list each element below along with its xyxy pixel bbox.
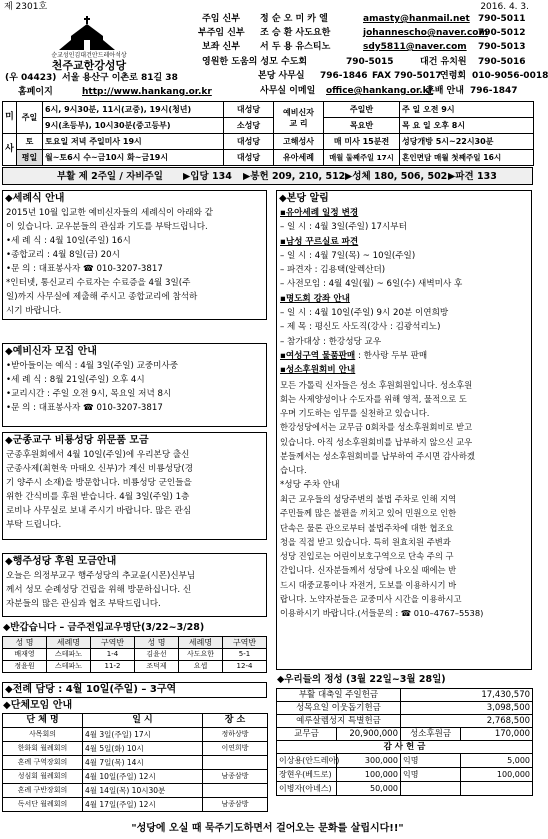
class-time: 목 요 일 오후 8시 [400,118,534,134]
table-row [277,782,533,796]
table-cell: 17,430,570 [401,689,533,702]
parish-logo [14,14,164,72]
table-cell: 이병자(아녜스) [277,782,337,796]
text-line: 모든 가톨릭 신자들은 성소 후원회원입니다. 성소후원 [280,379,473,390]
text-line: – 참가대상 : 한강성당 교우 [280,336,382,347]
text-line: 청을 직접 받고 있습니다. 특히 원효치원 주변과 [280,536,451,547]
text-line: 군종후원회에서 4월 10일(주일)에 우리본당 출신 [6,450,190,460]
table-header: 일 시 [83,714,203,728]
table-row [3,784,268,798]
table-cell: 4월 3일(주일) 17시 [83,728,203,742]
liturgy-duty: ◆전례 담당 : 4월 10일(주일) – 3구역 [5,684,177,695]
notice-heading: ▪명도회 강좌 안내 [280,293,350,304]
table-cell: 100,000 [461,768,533,782]
class-time: 주 일 오전 9시 [400,102,534,118]
issue-date: 2016. 4. 3. [480,2,529,12]
table-cell [461,782,533,796]
mass-side-label: 미 [3,102,17,134]
table-row [3,742,268,756]
office-label: 본당 사무실 [258,71,305,81]
mass-time: 월~토6시 수~금10시 화~금19시 [43,150,224,166]
notice-heading: ▪여성구역 물품판매 [280,350,356,361]
offertory-hymn: ▶봉헌 209, 210, 512 [243,171,346,182]
table-cell: 성심회 월례회의 [3,770,83,784]
monastery-label: 영원한 도움의 성모 수도회 [202,57,308,67]
offering-title: ◆우리들의 정성 (3월 22일~3월 28일) [277,674,446,685]
table-row [277,702,533,715]
text-line: 일)까지 사무실에 제출해 주시고 종합교리에 참석하 [6,292,198,302]
table-cell: 조덕제 [135,661,179,673]
haengju-section [2,553,267,617]
infant-baptism-label: 유아세례 [274,150,324,166]
text-line: – 사전모임 : 4월 4일(월) ~ 6일(수) 새벽미사 후 [280,279,463,290]
section-title: ◆세례식 안내 [5,193,65,204]
table-row [277,768,533,782]
liturgy-sunday: 부활 제 2주일 / 자비주일 [57,171,163,182]
notice-heading: ▪성소후원회비 안내 [280,365,356,376]
wedding-interview: 혼인면담 매월 첫째주일 16시 [400,150,534,166]
text-line: 최근 교우들의 성당주변의 불법 주차로 인해 지역 [280,493,457,504]
table-cell: 300,000 [337,754,401,768]
zip-code: (우 04423) [5,73,57,83]
church-icon [57,14,117,52]
mass-side-label: 사 [3,134,17,166]
text-line: 2015년 10월 입교한 예비신자들의 세례식이 아래와 같 [6,208,213,218]
staff-name: 서 두 용 유스티노 [260,42,331,52]
table-cell: 장현우(베드로) [277,768,337,782]
table-cell: 3,098,500 [401,702,533,715]
table-cell: 2,768,500 [401,715,533,728]
mass-time: 토요일 저녁 주일미사 19시 [43,134,224,150]
funeral-phone: 010-9056-0018 [472,71,548,81]
table-cell: 4월 7일(목) 14시 [83,756,203,770]
mass-place: 소성당 [224,118,274,134]
table-header: 성 명 [135,637,179,649]
wedding-phone: 796-1847 [470,86,518,96]
table-header: 세례명 [179,637,223,649]
table-row [3,649,267,661]
text-line: 주민들께 많은 불편을 끼치고 있어 민원으로 인한 [280,508,457,519]
text-line: – 제 목 : 평신도 사도직(강사 : 김광석리노) [280,322,441,333]
section-title: ◆군종교구 비룡성당 위문품 모금 [5,435,149,446]
table-cell: 50,000 [337,782,401,796]
table-header: 단 체 명 [3,714,83,728]
text-line: – 일 시 : 4월 7일(목) ~ 10일(주일) [280,250,416,261]
text-line: 로비나 사무실로 보내 주시기 바랍니다. 많은 관심 [6,506,192,516]
issue-number: 제 2301호 [4,2,48,12]
table-header: 세례명 [47,637,91,649]
office-phone: 796-1846 [320,71,368,81]
staff-role: 보좌 신부 [202,42,240,52]
fax-label: FAX [372,71,392,81]
table-cell [203,756,268,770]
table-cell: 정윤원 [3,661,47,673]
mass-day: 평일 [17,150,43,166]
text-line: 자분들의 많은 관심과 협조 부탁드립니다. [6,599,161,609]
table-cell: 20,900,000 [337,728,401,741]
groups-table [2,713,268,812]
text-line: 기 양주시 소재)을 방문합니다. 비룡성당 군인들을 [6,478,192,488]
mass-day: 주일 [17,102,43,134]
table-cell: 4월 17일(주일) 12시 [83,798,203,812]
text-line: 군종사제(최현욱 마태오 신부)가 계신 비룡성당(경 [6,464,194,474]
parish-notice-section [276,190,532,670]
text-line: •문 의 : 대표봉사자 ☎ 010-3207-3817 [6,403,163,413]
infant-baptism-time: 매월 둘째주일 17시 [324,150,400,166]
entrance-hymn: ▶입당 134 [183,171,232,182]
mass-day: 토 [17,134,43,150]
table-cell: 혼례 구반장회의 [3,784,83,798]
text-line: •교리시간 : 주일 오전 9시, 목요일 저녁 8시 [6,389,172,399]
staff-email[interactable]: johannescho@naver.com [363,28,488,38]
text-line: 우며 기도하는 임무를 실천하고 있습니다. [280,408,430,419]
class-name: 목요반 [324,118,400,134]
table-cell: 배재영 [3,649,47,661]
staff-email[interactable]: sdy5811@naver.com [363,42,467,52]
table-row [3,728,268,742]
text-line: 랍니다. 노약자분들은 교중미사 시간을 이용하시고 [280,594,462,605]
kindergarten-label: 대건 유치원 [420,57,467,67]
text-line: 시기 바랍니다. [6,306,62,316]
staff-role: 주임 신부 [202,14,240,24]
monastery-phone: 790-5015 [346,57,394,67]
text-line: 께서 성모 순례성당 건립을 위해 방문하십니다. 신 [6,585,192,595]
section-title: ◆행주성당 후원 모금안내 [5,556,117,567]
confession-time: 매 미사 15분전 [324,134,400,150]
text-line: : 한사랑 두부 판매 [355,350,428,361]
table-row [277,715,533,728]
text-line: •문 의 : 대표봉사자 ☎ 010-3207-3817 [6,264,163,274]
staff-email[interactable]: amasty@hanmail.net [363,14,470,24]
class-name: 주일반 [324,102,400,118]
mass-place: 대성당 [224,150,274,166]
staff-phone: 790-5013 [478,42,526,52]
office-email-label: 사무실 이메일 [260,86,316,96]
table-cell: 혼례 구역장회의 [3,756,83,770]
text-line: 오늘은 의정부교구 행주성당의 추교윤(시몬)신부님 [6,571,196,581]
groups-title: ◆단체모임 안내 [3,700,73,711]
mass-place: 대성당 [224,134,274,150]
table-header: 감 사 헌 금 [277,741,533,754]
table-row [3,661,267,673]
table-cell: 교무금 [277,728,337,741]
text-line: 분들께서는 성소후원회비를 납부하여 주시면 감사하겠 [280,451,475,462]
table-cell: 성소후원금 [401,728,461,741]
homepage-link[interactable]: http://www.hankang.or.kr [82,87,212,97]
homepage-label: 홈페이지 [18,87,53,97]
newcomers-title: ◆반갑습니다 – 금주전입교우명단(3/22~3/28) [3,622,205,633]
table-cell: 12-4 [223,661,267,673]
confession-label: 고해성사 [274,134,324,150]
notice-heading: *성당 주차 안내 [280,479,340,490]
table-header: 성 명 [3,637,47,649]
dismissal-hymn: ▶파견 133 [448,171,497,182]
table-row [3,756,268,770]
table-cell: 4월 14일(목) 10시30분 [83,784,203,798]
table-cell: 한화회 월례회의 [3,742,83,756]
text-line: 회는 사제양성이나 수도자를 위해 영적, 물적으로 도 [280,393,467,404]
text-line: 단속은 물론 관으로부터 불법주차에 대한 협조요 [280,522,454,533]
staff-phone: 790-5011 [478,14,526,24]
notice-heading: ▪남성 꾸르실료 파견 [280,236,359,247]
fax-number: 790-5017 [394,71,442,81]
section-title: ◆예비신자 모집 안내 [5,346,97,357]
section-title: ◆본당 알림 [279,193,329,204]
mass-schedule-table [2,101,534,166]
text-line: •세 례 식 : 4월 10일(주일) 16시 [6,236,131,246]
table-cell: 김윤선 [135,649,179,661]
text-line: 부탁 드립니다. [6,520,62,530]
text-line: 이 있습니다. 교우분들의 관심과 기도를 부탁드립니다. [6,222,208,232]
table-row [277,754,533,768]
table-header: 구역반 [223,637,267,649]
table-cell: 5-1 [223,649,267,661]
logo-title: 천주교한강성당 [51,59,127,72]
text-line: 있습니다. 아직 성소후원회비를 납부하지 않으신 교우 [280,436,473,447]
table-cell: 익명 [401,754,461,768]
staff-name: 조 승 환 사도요한 [260,28,331,38]
text-line: 습니다. [280,465,307,476]
text-line: 간입니다. 신자분들께서 성당에 나오실 때에는 반 [280,565,457,576]
table-cell: 170,000 [461,728,533,741]
baptism-section [2,190,267,320]
newcomers-table [2,636,267,673]
text-line: – 파견자 : 김용택(알렉산더) [280,265,386,276]
funeral-label: 연령회 [440,71,467,81]
table-cell: 100,000 [337,768,401,782]
table-cell: 부활 대축일 주일헌금 [277,689,401,702]
table-cell: 익명 [401,768,461,782]
mass-time: 6시, 9시30분, 11시(교중), 19시(청년) [43,102,224,118]
footer-slogan: "성당에 오실 때 묵주기도하면서 걸어오는 문화를 살립시다!!" [131,823,404,834]
table-cell: 정하상방 [203,728,268,742]
logo-subtitle: 순교성인김대건안드레아석상 [51,52,127,59]
table-cell: 4월 5일(화) 10시 [83,742,203,756]
text-line: •종합교리 : 4월 8일(금) 20시 [6,250,120,260]
table-cell: 스테파노 [47,649,91,661]
table-cell [203,784,268,798]
text-line: – 일 시 : 4월 3일(주일) 17시부터 [280,222,407,233]
military-donation-section [2,432,267,540]
catechumen-label: 예비신자 교 리 [274,102,324,134]
office-email[interactable]: office@hankang.or.kr [326,86,434,96]
notice-heading: ▪유아세례 일정 변경 [280,208,359,218]
wedding-label: 혼배 안내 [426,86,464,96]
table-cell: 11-2 [91,661,135,673]
mass-place: 대성당 [224,102,274,118]
table-cell [401,782,461,796]
text-line: 한강성당에서는 교무금 0회차를 성소후원회비로 받고 [280,422,473,433]
table-cell: 4월 10일(주일) 12시 [83,770,203,784]
table-cell: 독서단 월례회의 [3,798,83,812]
catechumen-section [2,343,267,427]
text-line: 성당 진입로는 어린이보호구역으로 단속 주의 구 [280,551,454,562]
table-cell: 사도요한 [179,649,223,661]
table-cell: 스테파노 [47,661,91,673]
table-cell: 이상용(안드레아) [277,754,337,768]
text-line: •세 례 식 : 8월 21일(주일) 오후 4시 [6,375,145,385]
liturgy-duty-box [2,682,267,698]
church-open-hours: 성당개방 5시~22시30분 [400,134,534,150]
kindergarten-phone: 790-5016 [478,57,526,67]
liturgy-summary-bar [2,167,533,185]
table-cell: 남종삼방 [203,798,268,812]
offering-table [276,688,533,796]
staff-phone: 790-5012 [478,28,526,38]
text-line: •받아들이는 예식 : 4월 3일(주일) 교중미사중 [6,361,179,371]
text-line: 드시 대중교통이나 자전거, 도보를 이용하시기 바 [280,579,457,590]
text-line: 위한 간식비를 후원 받습니다. 4월 3일(주일) 1층 [6,492,190,502]
text-line: – 일 시 : 4월 10일(주일) 9시 20분 이연희방 [280,308,449,319]
table-cell: 예루살렘성지 특별헌금 [277,715,401,728]
table-cell: 5,000 [461,754,533,768]
communion-hymn: ▶성체 180, 506, 502 [345,171,448,182]
text-line: 이용하시기 바랍니다.(서들문의 : ☎ 010–4767–5538) [280,608,484,619]
table-cell: 성목요일 이웃돕기헌금 [277,702,401,715]
staff-role: 부주임 신부 [198,28,245,38]
table-header: 구역반 [91,637,135,649]
table-row [277,689,533,702]
table-cell: 남종삼방 [203,770,268,784]
text-line: *인터넷, 통신교리 수료자는 수료증을 4월 3일(주 [6,278,191,288]
staff-name: 정 순 오 미 카 엘 [260,14,328,24]
parish-address: 서울 용산구 이촌로 81길 38 [62,73,178,83]
table-cell: 요셉 [179,661,223,673]
table-row [3,770,268,784]
table-header: 장 소 [203,714,268,728]
table-cell: 이연희방 [203,742,268,756]
table-row [3,798,268,812]
table-row [277,728,533,741]
table-cell: 1-4 [91,649,135,661]
table-cell: 사목회의 [3,728,83,742]
mass-time: 9시(초등부), 10시30분(중고등부) [43,118,224,134]
